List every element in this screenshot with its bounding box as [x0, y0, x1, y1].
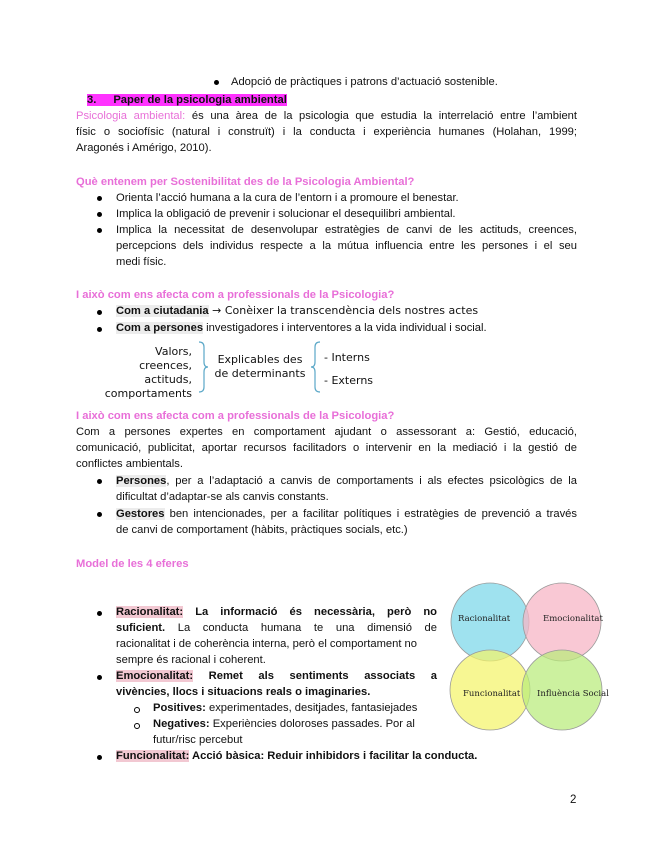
intro-term: Psicologia ambiental:: [76, 110, 186, 122]
bullet-icon: [97, 327, 102, 332]
q3-paragraph-line-1: Com a persones expertes en comportament ajudant o assessorant a: Gestió, educació,: [76, 426, 577, 438]
bullet-icon: [97, 611, 102, 616]
q1-heading: Què entenem per Sostenibilitat des de la Psicologia Ambiental?: [76, 176, 415, 188]
top-bullet-text: Adopció de pràctiques i patrons d’actuació sostenible.: [231, 76, 498, 88]
q3-paragraph-line-3: conflictes ambientals.: [76, 458, 183, 470]
diagram-left-text: Valors, creences, actituds, comportaments: [104, 345, 192, 400]
diagram-middle-text: Explicables des de determinants: [214, 353, 306, 380]
emotionality-label: Emocionalitat:: [116, 670, 194, 682]
q2-bullet-2-label: Com a persones: [116, 322, 204, 334]
diagram-left-brace: [197, 341, 209, 393]
sub-bullet-icon: [134, 723, 140, 729]
q3-bullet-2-line-1: Gestores ben intencionades, per a facilitar polítiques i estratègies de prevenció a través: [116, 508, 577, 520]
bullet-icon: [214, 80, 219, 85]
diagram-right-internal: - Interns: [324, 351, 370, 364]
venn-label-functionality: Funcionalitat: [463, 689, 521, 699]
rationality-line-4: sempre és racional i coherent.: [116, 654, 266, 666]
bullet-icon: [97, 212, 102, 217]
q1-bullet-1: Orienta l’acció humana a la cura de l’entorn i a promoure el benestar.: [116, 192, 459, 204]
q3-bullet-2-label: Gestores: [116, 508, 165, 520]
rationality-label: Racionalitat:: [116, 606, 184, 618]
rationality-line-1: Racionalitat: La informació és necessària, però no: [116, 606, 437, 618]
q1-bullet-3-line-3: medi físic.: [116, 256, 167, 268]
functionality-line: Funcionalitat: Acció bàsica: Reduir inhibidors i facilitar la conducta.: [116, 750, 478, 762]
q3-paragraph-line-2: comunicació, publicitat, aportar recursos facilitadors o intervenir en la mediació i la gestió de: [76, 442, 577, 454]
q3-bullet-1-line-2: dificultat d’adaptar-se als canvis constants.: [116, 491, 329, 503]
bullet-icon: [97, 310, 102, 315]
bullet-icon: [97, 196, 102, 201]
q3-heading: I això com ens afecta com a professionals de la Psicologia?: [76, 410, 395, 422]
negatives-line-2: futur/risc percebut: [153, 734, 243, 746]
intro-line-3: Aragonés i Amérigo, 2010).: [76, 142, 212, 154]
intro-line-2: físic o sociofísic (natural i construït) i la conducta i experiència humanes (Holahan, 1999;: [76, 126, 577, 138]
venn-label-social: Influència Social: [537, 689, 609, 699]
q1-bullet-3-line-2: percepcions dels individus respecte a la mútua influencia entre les persones i el seu: [116, 240, 577, 252]
emotionality-line-2: vivències, llocs i situacions reals o imaginaries.: [116, 686, 371, 698]
sub-bullet-icon: [134, 707, 140, 713]
section-number: 3.: [87, 94, 97, 106]
venn-label-rationality: Racionalitat: [458, 614, 511, 624]
q1-bullet-3-line-1: Implica la necessitat de desenvolupar estratègies de canvi de les actituds, creences,: [116, 224, 577, 236]
functionality-label: Funcionalitat:: [116, 750, 190, 762]
section-title: Paper de la psicologia ambiental: [113, 94, 287, 106]
q2-heading: I això com ens afecta com a professionals de la Psicologia?: [76, 289, 395, 301]
positives-line: Positives: experimentades, desitjades, fantasiejades: [153, 702, 418, 714]
positives-label: Positives:: [153, 702, 206, 714]
bullet-icon: [97, 479, 102, 484]
rationality-line-3: racionalitat i de coherència interna, però el comportament no: [116, 638, 417, 650]
model-heading: Model de les 4 eferes: [76, 558, 189, 570]
bullet-icon: [97, 512, 102, 517]
q3-bullet-1-line-1: Persones, per a l’adaptació a canvis de comportaments i als efectes psicològics de la: [116, 475, 577, 487]
emotionality-line-1: Emocionalitat: Remet als sentiments associats a: [116, 670, 437, 682]
q2-bullet-1-label: Com a ciutadania: [116, 305, 209, 317]
bullet-icon: [97, 675, 102, 680]
bullet-icon: [97, 228, 102, 233]
four-spheres-venn: [444, 582, 608, 732]
diagram-right-brace: [310, 341, 322, 393]
bullet-icon: [97, 755, 102, 760]
q1-bullet-2: Implica la obligació de prevenir i solucionar el desequilibri ambiental.: [116, 208, 456, 220]
page-number: 2: [570, 794, 577, 806]
negatives-line-1: Negatives: Experiències doloroses passades. Por al: [153, 718, 415, 730]
section-heading: [87, 93, 287, 108]
venn-label-emotionality: Emocionalitat: [543, 614, 603, 624]
negatives-label: Negatives:: [153, 718, 210, 730]
q3-bullet-1-label: Persones: [116, 475, 167, 487]
diagram-right-external: - Externs: [324, 374, 374, 387]
q2-bullet-2: Com a persones investigadores i interventores a la vida individual i social.: [116, 322, 487, 334]
intro-line-1: Psicologia ambiental: és una àrea de la psicologia que estudia la interrelació entre l’ambient: [76, 110, 577, 122]
rationality-line-2: suficient. La conducta humana te una dimensió de: [116, 622, 437, 634]
q2-bullet-1: Com a ciutadania → Conèixer la transcendència dels nostres actes: [116, 304, 479, 317]
q3-bullet-2-line-2: de canvi de comportament (hàbits, pràctiques socials, etc.): [116, 524, 408, 536]
